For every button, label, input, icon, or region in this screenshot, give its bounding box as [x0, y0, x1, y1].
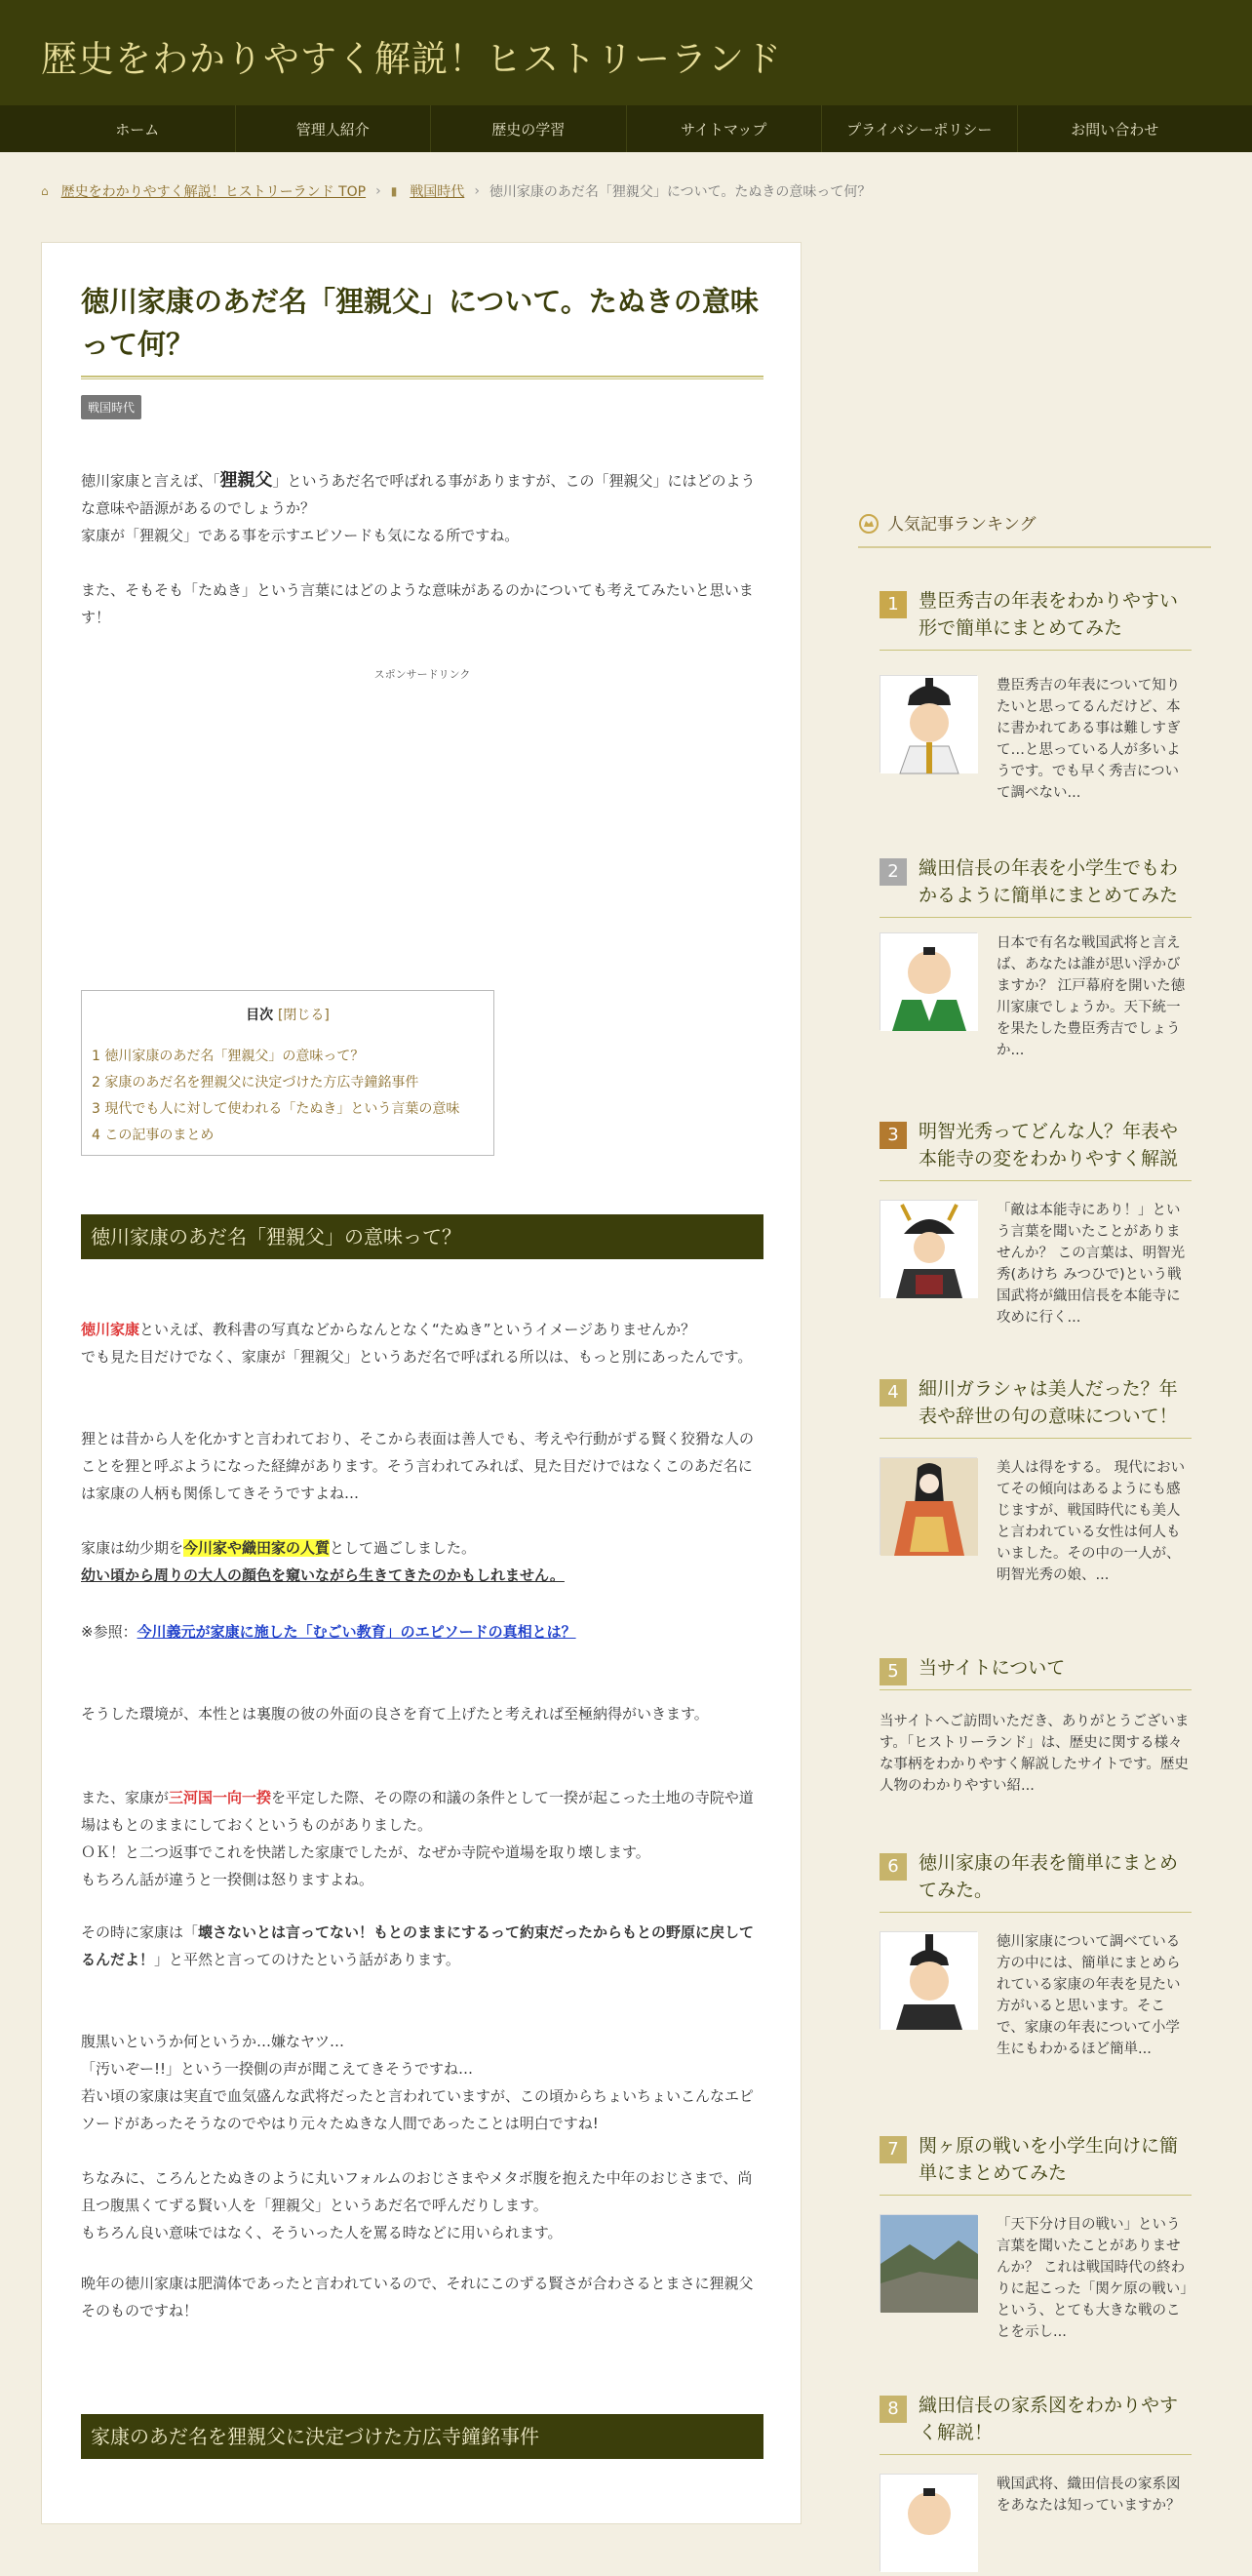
nav-item-admin[interactable]: 管理人紹介 — [236, 105, 432, 152]
paragraph — [81, 1316, 763, 1370]
highlight-red: 三河国一向一揆 — [169, 1789, 272, 1806]
paragraph-text: ちなみに、ころんとたぬきのように丸いフォルムのおじさまやメタボ腹を抱えた中年のおじさまで、尚且つ腹黒くてずる賢い人を「狸親父」というあだ名で呼んだりします。 — [81, 2169, 753, 2214]
intro-paragraph — [81, 467, 763, 549]
paragraph-text: として過ごしました。 — [330, 1539, 477, 1557]
paragraph-text: 」と平然と言ってのけたという話があります。 — [154, 1951, 460, 1968]
samurai-portrait-icon — [880, 676, 978, 773]
rank-number: 8 — [880, 2396, 907, 2423]
thumbnail-image[interactable] — [880, 932, 977, 1030]
samurai-portrait-icon — [880, 2475, 978, 2572]
ranking-item-title[interactable]: 明智光秀ってどんな人？年表や本能寺の変をわかりやすく解説 — [919, 1121, 1179, 1169]
nav-item-study[interactable]: 歴史の学習 — [431, 105, 627, 152]
paragraph-text: もちろん話が違うと一揆側は怒りますよね。 — [81, 1871, 374, 1888]
ranking-item-excerpt: 当サイトへご訪問いただき、ありがとうございます。「ヒストリーランド」は、歴史に関する様々な事柄をわかりやすく解説したサイトです。歴史人物のわかりやすい紹... — [880, 1714, 1190, 1794]
intro-text: 」というあだ名で呼ばれる事がありますが、この「狸親父」にはどのような意味や語源があるのでしょうか？ — [81, 472, 756, 517]
ranking-item-title[interactable]: 細川ガラシャは美人だった？年表や辞世の句の意味について！ — [919, 1378, 1178, 1427]
thumbnail-image[interactable] — [880, 2474, 977, 2571]
rank-number: 2 — [880, 858, 907, 886]
nav-item-sitemap[interactable]: サイトマップ — [627, 105, 823, 152]
global-nav — [0, 105, 1252, 152]
article-title: 徳川家康のあだ名「狸親父」について。たぬきの意味って何？ — [81, 285, 759, 361]
ranking-item-excerpt: 戦国武将、織田信長の家系図をあなたは知っていますか？ — [997, 2477, 1181, 2514]
nav-item-contact[interactable]: お問い合わせ — [1071, 120, 1159, 139]
intro-emphasis: 狸親父 — [219, 470, 273, 491]
toc-title — [82, 1005, 493, 1024]
home-icon: ⌂ — [41, 184, 49, 198]
rank-number: 1 — [880, 591, 907, 618]
rank-number: 3 — [880, 1122, 907, 1149]
ranking-item-title[interactable]: 豊臣秀吉の年表をわかりやすい形で簡単にまとめてみた — [919, 590, 1179, 639]
landscape-photo-icon — [880, 2215, 978, 2313]
paragraph-text: 「汚いぞー!!」という一揆側の声が聞こえてきそうですね… — [81, 2060, 474, 2078]
paragraph-text: その時に家康は「 — [81, 1923, 199, 1941]
rank-number: 7 — [880, 2136, 907, 2163]
ranking-item-title[interactable]: 織田信長の家系図をわかりやすく解説！ — [919, 2395, 1179, 2443]
toc-item[interactable]: 2 家康のあだ名を狸親父に決定づけた方広寺鐘銘事件 — [92, 1075, 419, 1090]
nav-item-privacy[interactable]: プライバシーポリシー — [822, 105, 1018, 152]
paragraph — [81, 2028, 763, 2137]
thumbnail-image[interactable] — [880, 1200, 977, 1297]
paragraph — [81, 1919, 763, 1973]
rank-number: 4 — [880, 1379, 907, 1407]
marker-highlight: 今川家や織田家の人質 — [183, 1539, 331, 1557]
paragraph: そうした環境が、本性とは裏腹の彼の外面の良さを育て上げたと考えれば至極納得がいきます。 — [81, 1705, 709, 1723]
thumbnail-image[interactable] — [880, 675, 977, 773]
sponsored-link-label: スポンサードリンク — [373, 668, 471, 681]
site-header — [0, 0, 1252, 105]
ranking-title: 人気記事ランキング — [887, 515, 1037, 535]
divider — [880, 1912, 1192, 1913]
paragraph-text: 若い頃の家康は実直で血気盛んな武将だったと言われていますが、この頃からちょいちょいこんなエピソードがあったそうなのでやはり元々たぬきな人間であったことは明白ですね! — [81, 2087, 755, 2132]
reference-line — [81, 1618, 763, 1645]
paragraph — [81, 1784, 763, 1893]
reference-link[interactable]: 今川義元が家康に施した「むごい教育」のエピソードの真相とは？ — [137, 1623, 576, 1641]
divider — [880, 650, 1192, 651]
bold-text: 壊さないとは言ってない！もとのままにするって約束だったからもとの野原に戻してるんだよ！ — [81, 1923, 755, 1968]
divider — [880, 2195, 1192, 2196]
paragraph: 晩年の徳川家康は肥満体であったと言われているので、それにこのずる賢さが合わさるとまさに狸親父そのものですね！ — [81, 2275, 754, 2319]
thumbnail-image[interactable] — [880, 1931, 977, 2029]
section-heading: 家康のあだ名を狸親父に決定づけた方広寺鐘銘事件 — [81, 2414, 763, 2459]
toc-item[interactable]: 1 徳川家康のあだ名「狸親父」の意味って？ — [92, 1049, 365, 1064]
paragraph: 狸とは昔から人を化かすと言われており、そこから表面は善人でも、考えや行動がずる賢く狡猾な人のことを狸と呼ぶようになった経緯があります。そう言われてみれば、見た目だけではなくこのあだ名には家康の人柄も関係してきそうですよね… — [81, 1430, 755, 1502]
underlined-bold-text: 幼い頃から周りの大人の顔色を窺いながら生きてきたのかもしれません。 — [81, 1566, 565, 1584]
rank-number: 5 — [880, 1658, 907, 1685]
folder-icon: ▮ — [390, 184, 398, 198]
divider — [880, 1438, 1192, 1439]
breadcrumb-current: 徳川家康のあだ名「狸親父」について。たぬきの意味って何？ — [489, 184, 872, 200]
nav-item-home[interactable]: ホーム — [40, 105, 236, 152]
ranking-item-excerpt: 「天下分け目の戦い」という言葉を聞いたことがありませんか？ これは戦国時代の終わりに起こった「関ケ原の戦い」という、とても大きな戦のことを示し... — [997, 2217, 1188, 2340]
rank-number: 6 — [880, 1853, 907, 1881]
thumbnail-image[interactable] — [880, 1457, 977, 1555]
samurai-portrait-icon — [880, 933, 978, 1031]
paragraph-text: また、家康が — [81, 1789, 170, 1806]
paragraph-text: もちろん良い意味ではなく、そういった人を罵る時などに用いられます。 — [81, 2224, 563, 2241]
divider — [880, 2454, 1192, 2455]
paragraph-text: といえば、教科書の写真などからなんとなく“たぬき”というイメージありませんか？ — [139, 1321, 696, 1338]
ranking-item-excerpt: 日本で有名な戦国武将と言えば、あなたは誰が思い浮かびますか？ 江戸幕府を開いた徳川家康でしょうか。天下統一を果たした豊臣秀吉でしょうか... — [997, 935, 1186, 1058]
category-tag[interactable]: 戦国時代 — [81, 395, 141, 419]
paragraph-text: でも見た目だけでなく、家康が「狸親父」というあだ名で呼ばれる所以は、もっと別にあったんです。 — [81, 1348, 753, 1366]
ranking-item-excerpt: 豊臣秀吉の年表について知りたいと思ってるんだけど、本に書かれてある事は難しすぎて…と思っている人が多いようです。でも早く秀吉について調べない... — [997, 678, 1181, 801]
site-title[interactable]: 歴史をわかりやすく解説！ヒストリーランド — [41, 38, 782, 80]
breadcrumb-category-link[interactable]: 戦国時代 — [410, 184, 465, 200]
intro-paragraph-2: また、そもそも「たぬき」という言葉にはどのような意味があるのかについても考えてみたいと思います！ — [81, 581, 754, 626]
paragraph — [81, 2164, 763, 2246]
paragraph-text: 家康は幼少期を — [81, 1539, 184, 1557]
ranking-item-excerpt: 美人は得をする。 現代においてその傾向はあるようにも感じますが、戦国時代にも美人と言われている女性は何人もいました。その中の一人が、明智光秀の娘、... — [997, 1460, 1186, 1583]
ranking-item-excerpt: 徳川家康について調べている方の中には、簡単にまとめられている家康の年表を見たい方がいると思います。そこで、家康の年表について小学生にもわかるほど簡単... — [997, 1934, 1181, 2057]
crown-icon — [858, 513, 880, 535]
table-of-contents — [81, 990, 494, 1156]
section-heading: 徳川家康のあだ名「狸親父」の意味って？ — [81, 1214, 763, 1259]
intro-text: 徳川家康と言えば、「 — [81, 472, 220, 490]
reference-prefix: ※参照： — [81, 1623, 137, 1641]
paragraph-text: 腹黒いというか何というか…嫌なヤツ… — [81, 2033, 345, 2050]
divider — [880, 917, 1192, 918]
article-container — [41, 242, 802, 2524]
toc-item[interactable]: 3 現代でも人に対して使われる「たぬき」という言葉の意味 — [92, 1101, 460, 1117]
breadcrumb-separator: › — [375, 183, 381, 199]
ranking-heading — [858, 507, 1211, 548]
ranking-item-title[interactable]: 関ヶ原の戦いを小学生向けに簡単にまとめてみた — [919, 2135, 1179, 2184]
breadcrumb — [41, 181, 871, 201]
ranking-item-title[interactable]: 織田信長の年表を小学生でもわかるように簡単にまとめてみた — [919, 857, 1179, 906]
paragraph — [81, 1534, 763, 1589]
title-divider — [81, 376, 763, 379]
painting-portrait-icon — [880, 1458, 978, 1556]
ranking-item-title[interactable]: 当サイトについて — [919, 1657, 1066, 1679]
toc-item[interactable]: 4 この記事のまとめ — [92, 1128, 215, 1143]
divider — [880, 1180, 1192, 1181]
intro-text: 家康が「狸親父」である事を示すエピソードも気になる所ですね。 — [81, 527, 520, 544]
paragraph-text: ＯＫ！と二つ返事でこれを快諾した家康でしたが、なぜか寺院や道場を取り壊します。 — [81, 1843, 650, 1861]
toc-toggle-link[interactable]: [閉じる] — [277, 1008, 330, 1023]
ranking-item-title[interactable]: 徳川家康の年表を簡単にまとめてみた。 — [919, 1852, 1179, 1901]
paragraph-text: を平定した際、その際の和議の条件として一揆が起こった土地の寺院や道場はもとのままにしておくというものがありました。 — [81, 1789, 754, 1834]
divider — [880, 1689, 1192, 1690]
highlight-red: 徳川家康 — [81, 1321, 140, 1338]
ranking-item-excerpt: 「敵は本能寺にあり！」という言葉を聞いたことがありませんか？ この言葉は、明智光秀(あけち みつひで)という戦国武将が織田信長を本能寺に攻めに行く... — [997, 1203, 1186, 1326]
breadcrumb-separator: › — [474, 183, 480, 199]
breadcrumb-home-link[interactable]: 歴史をわかりやすく解説！ヒストリーランド TOP — [60, 184, 367, 200]
toc-heading: 目次 — [246, 1008, 274, 1023]
samurai-armor-icon — [880, 1201, 978, 1298]
samurai-portrait-icon — [880, 1932, 978, 2030]
thumbnail-image[interactable] — [880, 2214, 977, 2312]
